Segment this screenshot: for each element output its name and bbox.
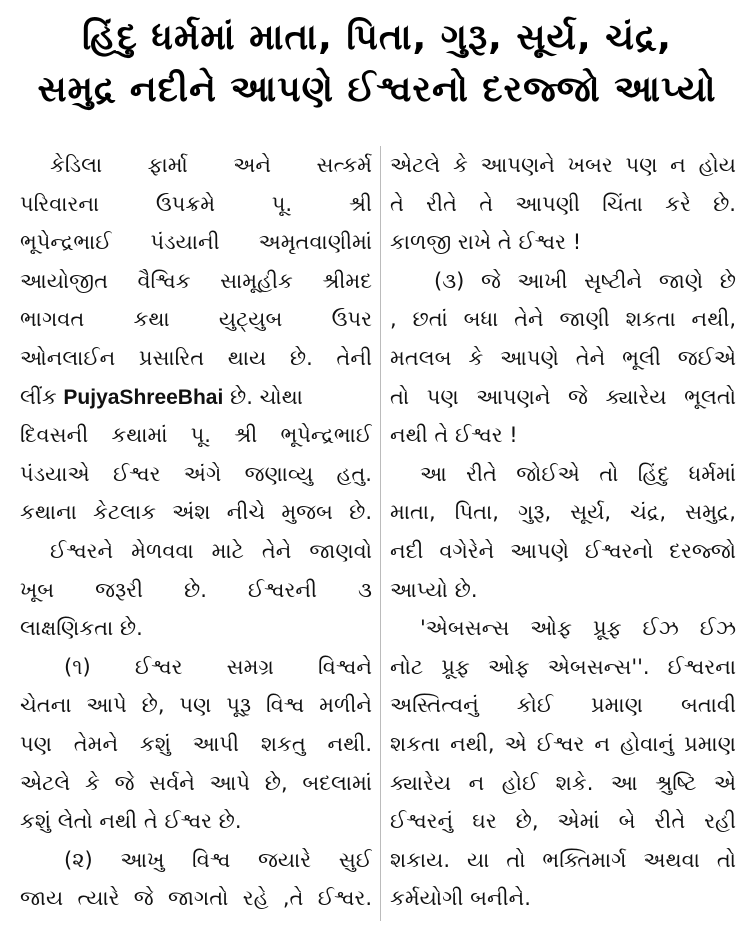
headline-line-1: હિંદુ ધર્મમાં માતા, પિતા, ગુરૂ, સૂર્ય, ચંદ્ર, xyxy=(82,17,672,58)
paragraph-line: ખૂબ જરૂરી છે. ઈશ્વરની ૩ xyxy=(20,577,372,602)
paragraph-line: દિવસની કથામાં પૂ. શ્રી ભૂપેન્દ્રભાઈ xyxy=(20,423,372,448)
paragraph-line: અસ્તિત્વનું કોઈ પ્રમાણ બતાવી xyxy=(390,693,736,718)
column-divider xyxy=(380,146,381,921)
paragraph-line: નથી તે ઈશ્વર ! xyxy=(390,423,518,448)
paragraph-line: (૨) આખુ વિશ્વ જયારે સુઈ xyxy=(64,847,372,872)
paragraph-line: ક્યારેય ન હોઈ શકે. આ શ્રુષ્ટિ એ xyxy=(390,770,736,795)
link-line xyxy=(20,378,372,417)
paragraph-line: , છતાં બધા તેને જાણી શકતા નથી, xyxy=(390,307,736,332)
paragraph-line: પણ તેમને કશું આપી શકતુ નથી. xyxy=(20,731,372,756)
paragraph-line: એટલે કે જે સર્વને આપે છે, બદલામાં xyxy=(20,770,372,795)
paragraph-line: ભાગવત કથા યુટ્યુબ ઉપર xyxy=(20,307,372,332)
paragraph-line: કથાના કેટલાક અંશ નીચે મુજબ છે. xyxy=(20,500,372,525)
paragraph-line: આયોજીત વૈશ્વિક સામૂહીક શ્રીમદ xyxy=(20,268,372,293)
paragraph-line: પંડયાએ ઈશ્વર અંગે જણાવ્યુ હતુ. xyxy=(20,461,372,486)
paragraph-line: કાળજી રાખે તે ઈશ્વર ! xyxy=(390,230,582,255)
headline-line-2: સમુદ્ર નદીને આપણે ઈશ્વરનો દરજ્જો આપ્યો xyxy=(37,69,717,110)
paragraph-line: માતા, પિતા, ગુરૂ, સૂર્ય, ચંદ્ર, સમુદ્ર, xyxy=(390,500,736,525)
paragraph-line: જાય ત્યારે જે જાગતો રહે ,તે ઈશ્વર. xyxy=(20,886,372,911)
paragraph-line: (૩) જે આખી સૃષ્ટીને જાણે છે xyxy=(434,268,736,293)
paragraph-line: તો પણ આપણને જે ક્યારેય ભૂલતો xyxy=(390,384,736,409)
paragraph-line: મતલબ કે આપણે તેને ભૂલી જઈએ xyxy=(390,345,736,370)
paragraph-line: આ રીતે જોઈએ તો હિંદુ ધર્મમાં xyxy=(420,461,736,486)
article-headline xyxy=(0,12,754,116)
paragraph-line: શકતા નથી, એ ઈશ્વર ન હોવાનું પ્રમાણ xyxy=(390,731,736,756)
paragraph-line: કેડિલા ફાર્મા અને સત્કર્મ xyxy=(50,153,372,177)
paragraph-line: નદી વગેરેને આપણે ઈશ્વરનો દરજ્જો xyxy=(390,538,736,563)
paragraph-line: પરિવારના ઉપક્રમે પૂ. શ્રી xyxy=(20,191,372,216)
paragraph-line: આપ્યો છે. xyxy=(390,577,478,602)
paragraph-text: છે. ચોથા xyxy=(230,384,303,409)
paragraph-line: 'એબસન્સ ઓફ પ્રૂફ ઈઝ ઈઝ xyxy=(420,616,736,641)
paragraph-line: કશું લેતો નથી તે ઈશ્વર છે. xyxy=(20,809,242,834)
left-column xyxy=(20,146,372,918)
paragraph-line: ઓનલાઈન પ્રસારિત થાય છે. તેની xyxy=(20,345,372,370)
paragraph-line: લાક્ષણિકતા છે. xyxy=(20,616,143,641)
paragraph-line: ભૂપેન્દ્રભાઈ પંડયાની અમૃતવાણીમાં xyxy=(20,230,372,255)
paragraph-line: ઈશ્વરને મેળવવા માટે તેને જાણવો xyxy=(50,538,372,563)
paragraph-line: નોટ પ્રૂફ ઓફ એબસન્સ''. ઈશ્વરના xyxy=(390,654,736,679)
paragraph-line: ઈશ્વરનું ઘર છે, એમાં બે રીતે રહી xyxy=(390,809,736,834)
paragraph-line: એટલે કે આપણને ખબર પણ ન હોય xyxy=(390,153,736,177)
right-column xyxy=(390,146,736,918)
paragraph-text: લીંક xyxy=(20,384,57,409)
channel-link[interactable]: PujyaShreeBhai xyxy=(63,385,224,409)
paragraph-line: તે રીતે તે આપણી ચિંતા કરે છે. xyxy=(390,191,736,216)
paragraph-line: શકાય. યા તો ભક્તિમાર્ગ અથવા તો xyxy=(390,847,736,872)
paragraph-line: ચેતના આપે છે, પણ પૂરૂ વિશ્વ મળીને xyxy=(20,693,372,718)
paragraph-line: કર્મયોગી બનીને. xyxy=(390,886,531,911)
paragraph-line: (૧) ઈશ્વર સમગ્ર વિશ્વને xyxy=(64,654,372,679)
